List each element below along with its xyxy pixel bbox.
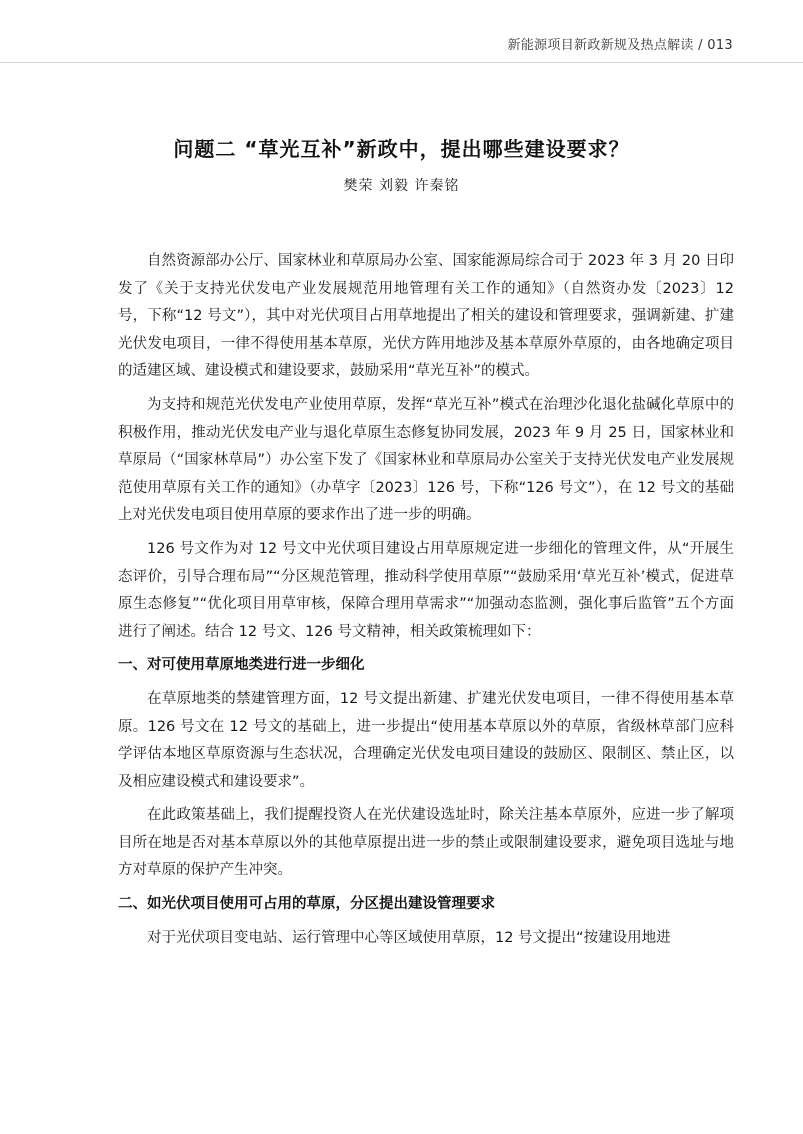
- section-heading-2: 二、如光伏项目使用可占用的草原，分区提出建设管理要求: [118, 896, 495, 913]
- section-heading-1: 一、对可使用草原地类进行进一步细化: [118, 657, 365, 674]
- header-divider: [0, 62, 803, 63]
- paragraph-3: 126 号文作为对 12 号文中光伏项目建设占用草原规定进一步细化的管理文件，从“开展生态评价，引导合理布局”“分区规范管理，推动科学使用草原”“鼓励采用‘草光互补’模式，促进草原生态修复”“优化项目用草审核，保障合理用草需求”“加强动态监测，强化事后监管”五个方面进行了阐述。结合 12 号文、126 号文精神，相关政策梳理如下：: [118, 540, 734, 640]
- article-authors: 樊荣 刘毅 许秦铭: [343, 178, 460, 194]
- article-body: [118, 248, 734, 958]
- paragraph-1: 自然资源部办公厅、国家林业和草原局办公室、国家能源局综合司于 2023 年 3 月 20 日印发了《关于支持光伏发电产业发展规范用地管理有关工作的通知》（自然资办发〔2023〕12 号，下称“12 号文”），其中对光伏项目占用草地提出了相关的建设和管理要求，强调新建、扩建光伏发电项目，一律不得使用基本草原，光伏方阵用地涉及基本草原外草原的，由各地确定项目的适建区域、建设模式和建设要求，鼓励采用“草光互补”的模式。: [118, 253, 734, 380]
- paragraph-2: 为支持和规范光伏发电产业使用草原，发挥“草光互补”模式在治理沙化退化盐碱化草原中的积极作用，推动光伏发电产业与退化草原生态修复协同发展，2023 年 9 月 25 日，国家林业和草原局（“国家林草局”）办公室下发了《国家林业和草原局办公室关于支持光伏发电产业发展规范使用草原有关工作的通知》（办草字〔2023〕126 号，下称“126 号文”），在 12 号文的基础上对光伏发电项目使用草原的要求作出了进一步的明确。: [118, 396, 734, 524]
- paragraph-6: 对于光伏项目变电站、运行管理中心等区域使用草原，12 号文提出“按建设用地进: [147, 929, 671, 946]
- article-title: 问题二 “草光互补”新政中，提出哪些建设要求？: [173, 137, 630, 161]
- paragraph-5: 在此政策基础上，我们提醒投资人在光伏建设选址时，除关注基本草原外，应进一步了解项目所在地是否对基本草原以外的其他草原提出进一步的禁止或限制建设要求，避免项目选址与地方对草原的保护产生冲突。: [118, 807, 734, 879]
- running-header: 新能源项目新政新规及热点解读 / 013: [507, 38, 733, 53]
- paragraph-4: 在草原地类的禁建管理方面，12 号文提出新建、扩建光伏发电项目，一律不得使用基本草原。126 号文在 12 号文的基础上，进一步提出“使用基本草原以外的草原，省级林草部门应科学评估本地区草原资源与生态状况，合理确定光伏发电项目建设的鼓励区、限制区、禁止区，以及相应建设模式和建设要求”。: [118, 690, 734, 790]
